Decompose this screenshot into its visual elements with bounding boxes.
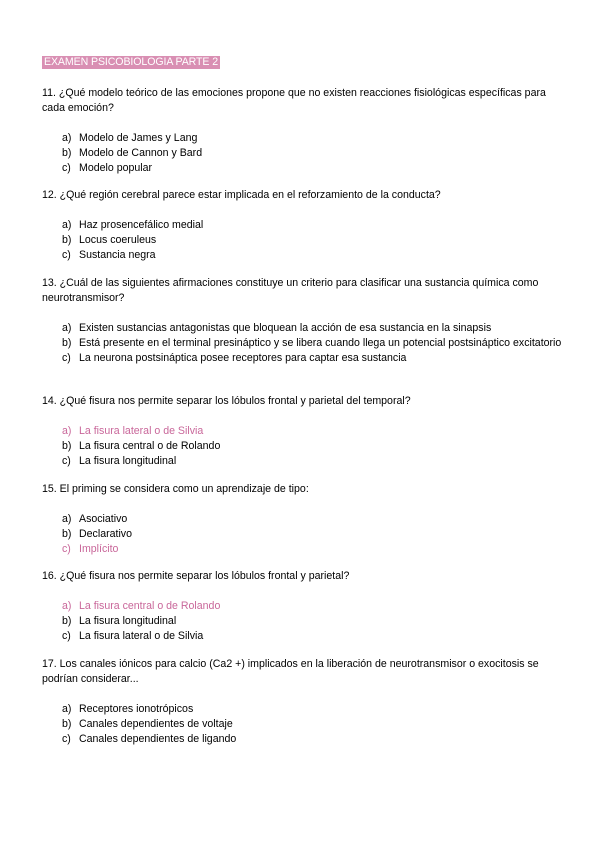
option-item	[42, 599, 562, 614]
option-letter: b)	[62, 718, 72, 730]
option-item	[42, 248, 562, 263]
options-list	[42, 512, 562, 557]
option-text: La fisura longitudinal	[79, 615, 177, 627]
option-letter: a)	[62, 513, 72, 525]
option-item	[42, 161, 562, 176]
option-text: Locus coeruleus	[79, 234, 157, 246]
question-block	[42, 276, 562, 366]
option-item	[42, 131, 562, 146]
option-item	[42, 439, 562, 454]
option-item	[42, 146, 562, 161]
options-list	[42, 702, 562, 747]
option-text: La fisura lateral o de Silvia	[79, 630, 204, 642]
option-letter: a)	[62, 600, 72, 612]
option-item	[42, 321, 562, 336]
option-item	[42, 218, 562, 233]
options-list	[42, 424, 562, 469]
option-item	[42, 614, 562, 629]
options-list	[42, 321, 562, 366]
option-item	[42, 542, 562, 557]
option-letter: c)	[62, 543, 71, 555]
option-text: La fisura central o de Rolando	[79, 440, 221, 452]
option-item	[42, 702, 562, 717]
page-title: EXAMEN PSICOBIOLOGIA PARTE 2	[44, 56, 219, 68]
option-text: Modelo de James y Lang	[79, 132, 198, 144]
option-text: Sustancia negra	[79, 249, 156, 261]
question-block	[42, 86, 562, 176]
option-letter: a)	[62, 219, 72, 231]
question-block	[42, 569, 562, 644]
option-item	[42, 336, 562, 351]
option-letter: a)	[62, 132, 72, 144]
option-letter: b)	[62, 337, 72, 349]
option-text: La fisura central o de Rolando	[79, 600, 221, 612]
option-item	[42, 424, 562, 439]
option-letter: b)	[62, 147, 72, 159]
question-text: 11. ¿Qué modelo teórico de las emociones propone que no existen reacciones fisiológicas específicas para cada emoción?	[42, 87, 546, 114]
option-text: Canales dependientes de voltaje	[79, 718, 233, 730]
option-letter: b)	[62, 234, 72, 246]
options-list	[42, 131, 562, 176]
question-text: 16. ¿Qué fisura nos permite separar los lóbulos frontal y parietal?	[42, 570, 350, 582]
question-text: 12. ¿Qué región cerebral parece estar implicada en el reforzamiento de la conducta?	[42, 189, 441, 201]
option-item	[42, 454, 562, 469]
options-list	[42, 218, 562, 263]
option-item	[42, 233, 562, 248]
option-text: Canales dependientes de ligando	[79, 733, 237, 745]
option-letter: c)	[62, 249, 71, 261]
option-letter: a)	[62, 425, 72, 437]
question-text: 14. ¿Qué fisura nos permite separar los lóbulos frontal y parietal del temporal?	[42, 395, 411, 407]
question-block	[42, 657, 562, 747]
option-text: Implícito	[79, 543, 119, 555]
option-text: La fisura lateral o de Silvia	[79, 425, 204, 437]
option-letter: c)	[62, 630, 71, 642]
question-text: 17. Los canales iónicos para calcio (Ca2 +) implicados en la liberación de neurotransmisor o exocitosis se podrían considerar...	[42, 658, 539, 685]
option-item	[42, 717, 562, 732]
option-letter: b)	[62, 615, 72, 627]
option-text: Modelo de Cannon y Bard	[79, 147, 203, 159]
option-item	[42, 527, 562, 542]
option-letter: c)	[62, 733, 71, 745]
question-text: 13. ¿Cuál de las siguientes afirmaciones constituye un criterio para clasificar una sustancia química como neurotransmisor?	[42, 277, 539, 304]
option-text: Declarativo	[79, 528, 132, 540]
option-text: Está presente en el terminal presináptico y se libera cuando llega un potencial postsináptico excitatorio	[79, 337, 562, 349]
question-block	[42, 188, 562, 263]
option-item	[42, 351, 562, 366]
option-letter: b)	[62, 528, 72, 540]
option-text: Asociativo	[79, 513, 128, 525]
option-item	[42, 629, 562, 644]
question-block	[42, 482, 562, 557]
option-text: La fisura longitudinal	[79, 455, 177, 467]
option-text: Modelo popular	[79, 162, 153, 174]
option-text: Haz prosencefálico medial	[79, 219, 204, 231]
option-item	[42, 512, 562, 527]
question-text: 15. El priming se considera como un aprendizaje de tipo:	[42, 483, 309, 495]
option-letter: c)	[62, 162, 71, 174]
option-letter: c)	[62, 455, 71, 467]
option-text: La neurona postsináptica posee receptores para captar esa sustancia	[79, 352, 407, 364]
option-letter: a)	[62, 322, 72, 334]
option-letter: a)	[62, 703, 72, 715]
question-block	[42, 394, 562, 469]
option-text: Existen sustancias antagonistas que bloquean la acción de esa sustancia en la sinapsis	[79, 322, 492, 334]
options-list	[42, 599, 562, 644]
option-letter: c)	[62, 352, 71, 364]
option-letter: b)	[62, 440, 72, 452]
option-text: Receptores ionotrópicos	[79, 703, 194, 715]
option-item	[42, 732, 562, 747]
